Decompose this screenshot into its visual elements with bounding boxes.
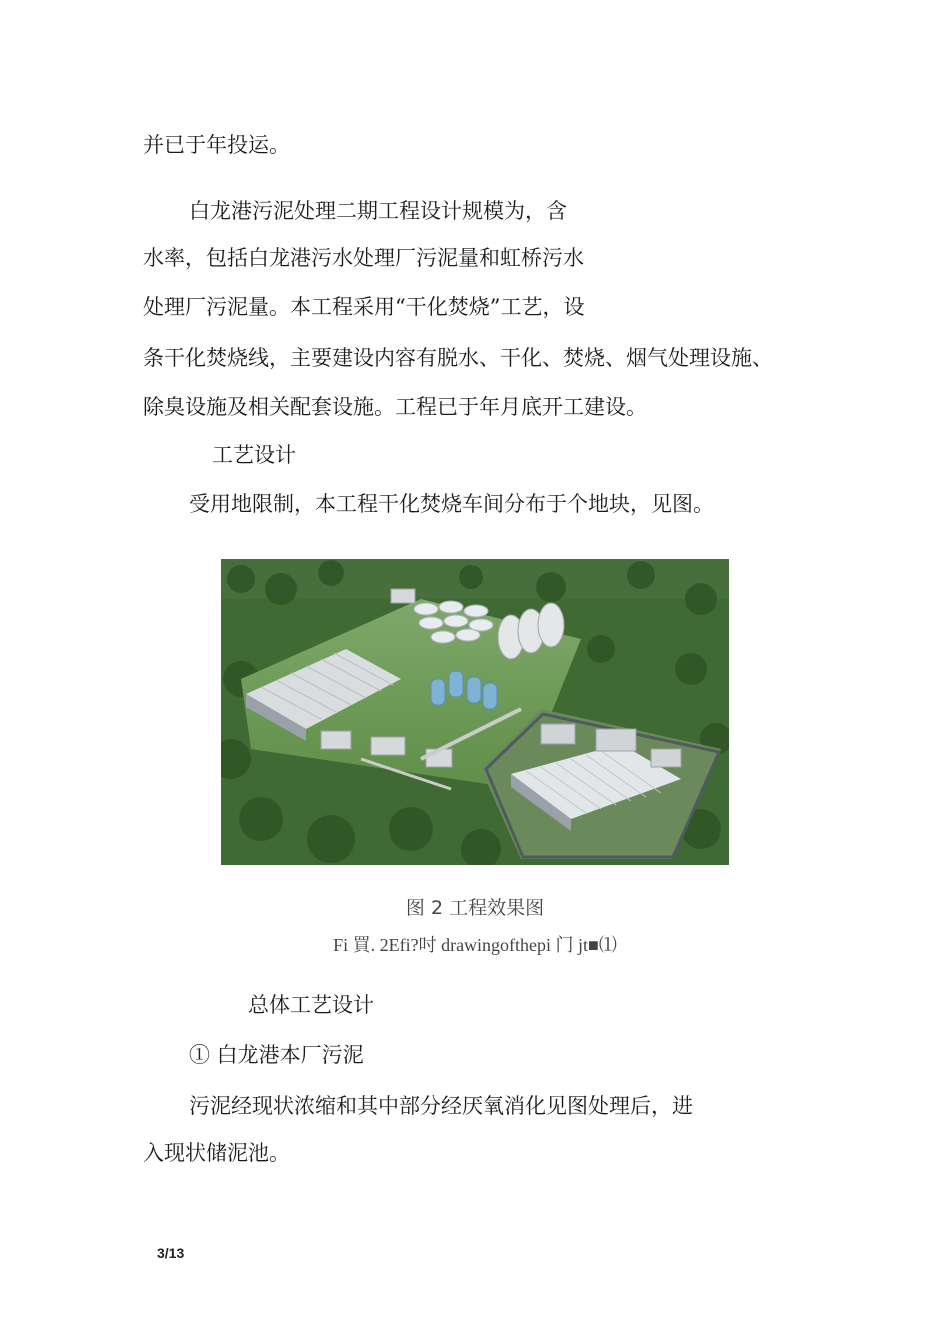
- project-rendering-image: [221, 559, 729, 865]
- section-heading: 总体工艺设计: [248, 993, 374, 1017]
- paragraph-line: 条干化焚烧线，主要建设内容有脱水、干化、焚烧、烟气处理设施、: [143, 346, 773, 370]
- paragraph-line: 污泥经现状浓缩和其中部分经厌氧消化见图处理后，进: [189, 1094, 693, 1118]
- paragraph-line: 入现状储泥池。: [143, 1141, 290, 1165]
- subsection-heading: ① 白龙港本厂污泥: [189, 1043, 364, 1067]
- figure-caption-chinese: 图 2 工程效果图: [405, 897, 545, 919]
- paragraph-line: 并已于年投运。: [143, 133, 290, 157]
- paragraph-line: 水率，包括白龙港污水处理厂污泥量和虹桥污水: [143, 246, 584, 270]
- paragraph-line: 除臭设施及相关配套设施。工程已于年月底开工建设。: [143, 395, 647, 419]
- paragraph-line: 受用地限制，本工程干化焚烧车间分布于个地块，见图。: [189, 492, 714, 516]
- paragraph-line: 白龙港污泥处理二期工程设计规模为，含: [189, 199, 567, 223]
- paragraph-line: 处理厂污泥量。本工程采用“干化焚烧”工艺，设: [143, 295, 585, 319]
- section-heading: 工艺设计: [212, 443, 296, 467]
- figure-caption-english: Fi 買. 2Efi?吋 drawingofthepi 门 jt■⑴: [333, 935, 617, 955]
- page-number: 3/13: [157, 1245, 185, 1261]
